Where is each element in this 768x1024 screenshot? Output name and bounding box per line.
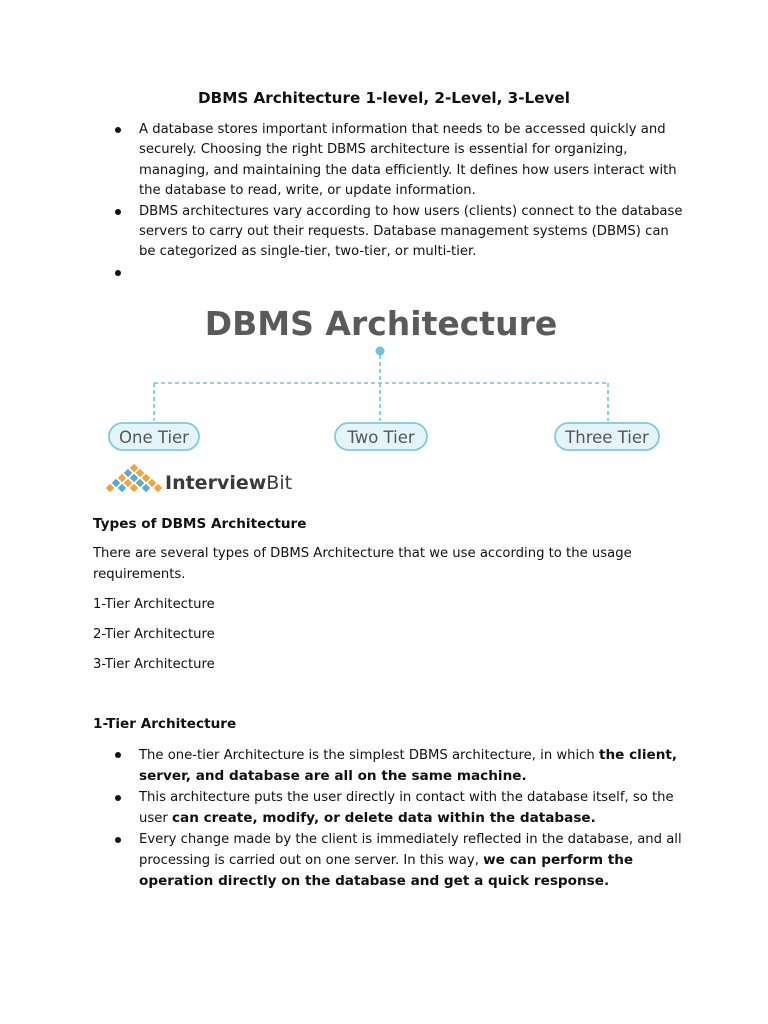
types-item-1: 1-Tier Architecture (93, 597, 215, 612)
list-item (93, 202, 683, 263)
tier1-bullet-bold: can create, modify, or delete data within the database. (171, 810, 596, 827)
architecture-diagram (95, 293, 675, 503)
intro-bullet-list (93, 120, 683, 283)
tier-pill-three (555, 423, 659, 450)
document-title: DBMS Architecture 1-level, 2-Level, 3-Level (198, 89, 570, 107)
bullet-dot-icon (115, 209, 121, 215)
bullet-dot-icon (115, 752, 121, 758)
types-item-3: 3-Tier Architecture (93, 657, 215, 672)
bullet-dot-icon (115, 270, 121, 276)
tier1-bullet-bold: we can perform the operation directly on the database and get a quick response. (139, 852, 634, 890)
list-item (93, 788, 683, 830)
list-item (93, 263, 683, 283)
list-item (93, 120, 683, 202)
tier1-heading: 1-Tier Architecture (93, 716, 237, 732)
dbms-architecture-figure (95, 293, 675, 503)
interviewbit-wordmark (165, 472, 292, 494)
tier-pill-label: One Tier (119, 428, 189, 447)
tree-root-node (376, 347, 385, 356)
tier-pill-one (109, 423, 199, 450)
types-intro: There are several types of DBMS Architecture that we use according to the usage requirements. (93, 546, 632, 582)
bullet-dot-icon (115, 127, 121, 133)
tier-pill-label: Three Tier (565, 428, 649, 447)
intro-bullet-text: A database stores important information that needs to be accessed quickly and securely. Choosing the right DBMS architecture is essential for organizing, managing, and maintaining the data efficiently. It defines how users interact with the database to read, write, or update information. (139, 122, 677, 199)
figure-heading: DBMS Architecture (204, 304, 558, 343)
tier1-bullet-normal: The one-tier Architecture is the simplest DBMS architecture, in which (139, 748, 599, 763)
tier-pill-label: Two Tier (347, 428, 415, 447)
list-item (93, 745, 683, 788)
tier1-bullet-list (93, 745, 683, 893)
tier1-bullet-normal: Every change made by the client is immediately reflected in the database, and all processing is carried out on one server. In this way, (139, 831, 682, 869)
tier1-bullet-normal: This architecture puts the user directly in contact with the database itself, so the user (139, 789, 674, 827)
types-heading: Types of DBMS Architecture (93, 516, 307, 532)
bullet-dot-icon (115, 795, 121, 801)
bullet-dot-icon (115, 837, 121, 843)
types-item-2: 2-Tier Architecture (93, 627, 215, 642)
tier1-bullet-bold: the client, server, and database are all on the same machine. (139, 747, 678, 785)
tier-pill-two (335, 423, 427, 450)
intro-bullet-text: DBMS architectures vary according to how users (clients) connect to the database servers to carry out their requests. Database management systems (DBMS) can be categorized as single-tier, two-tier, or multi-tier. (139, 203, 683, 260)
list-item (93, 830, 683, 893)
logo-text-part-1: Interview (165, 472, 267, 494)
logo-text-part-2: Bit (266, 472, 293, 494)
